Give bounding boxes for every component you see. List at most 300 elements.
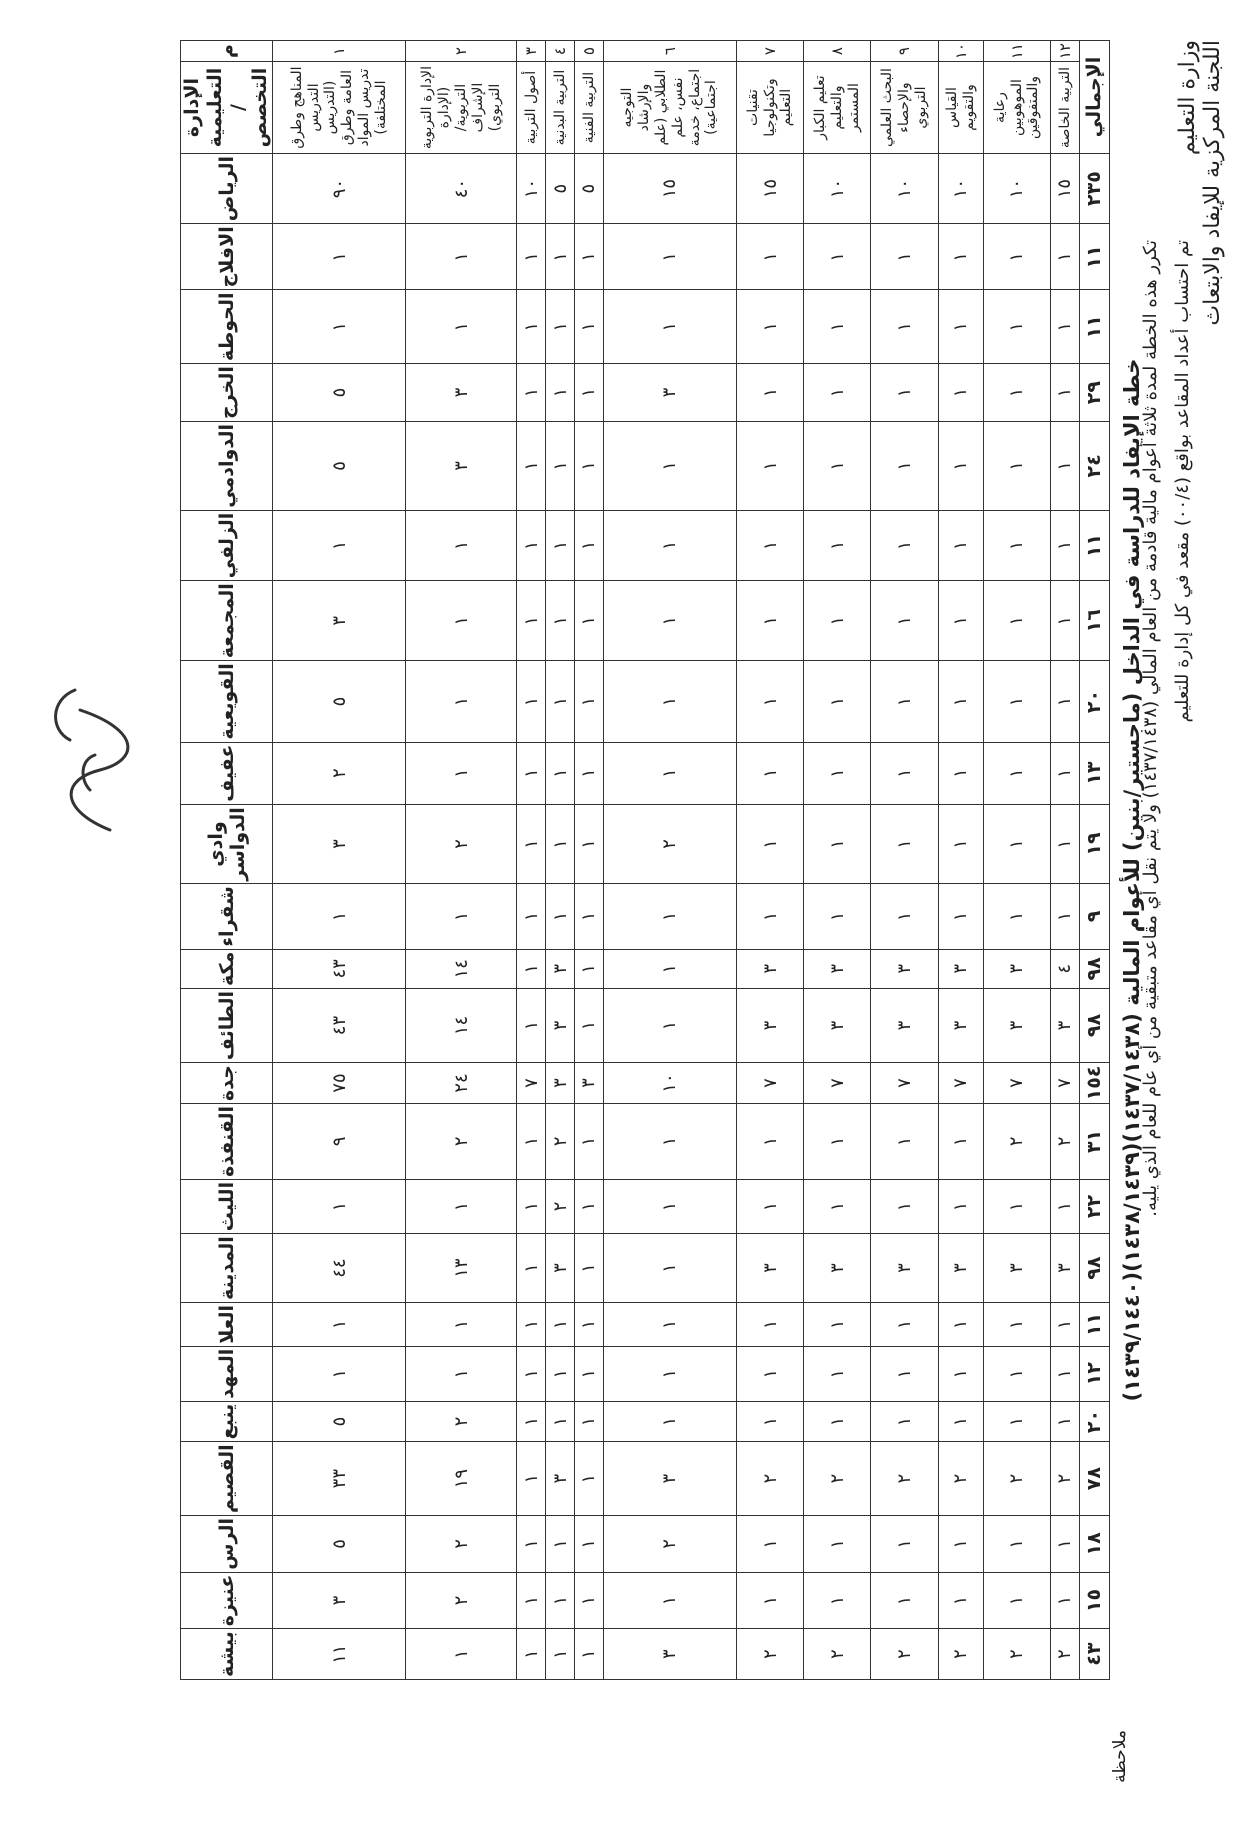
seat-count: ٢ bbox=[983, 1442, 1050, 1516]
seat-count: ٣ bbox=[546, 949, 575, 988]
seat-count: ١ bbox=[575, 1572, 604, 1629]
seat-count: ٣ bbox=[938, 949, 983, 988]
seat-count: ١ bbox=[603, 422, 736, 511]
seat-count: ١ bbox=[575, 661, 604, 742]
seat-count: ١ bbox=[1051, 1516, 1080, 1573]
seat-count: ١ bbox=[871, 804, 938, 884]
seat-count: ١ bbox=[517, 949, 546, 988]
seat-count: ١ bbox=[871, 224, 938, 290]
total-count: ١٥٤ bbox=[1079, 1063, 1109, 1104]
seat-count: ١ bbox=[938, 290, 983, 364]
seat-count: ١ bbox=[1051, 422, 1080, 511]
seat-count: ١ bbox=[575, 1234, 604, 1303]
seat-count: ٧ bbox=[517, 1063, 546, 1104]
row-subject: البحث العلمي والإحصاء التربوي bbox=[871, 62, 938, 154]
seat-count: ١ bbox=[804, 804, 871, 884]
seat-count: ١ bbox=[1051, 581, 1080, 661]
seat-count: ١ bbox=[983, 224, 1050, 290]
seat-count: ١ bbox=[575, 510, 604, 581]
seat-count: ٢ bbox=[546, 1103, 575, 1179]
seat-count: ١ bbox=[938, 1401, 983, 1442]
region-header: القويعية bbox=[181, 661, 273, 742]
note-line-1: تكرر هذه الخطة لمدة ثلاثة أعوام مالية قادمة من العام المالي (١٤٣٧/١٤٣٨) ولا يتم نقل أي مقاعد متبقية من أي عام للعام الذي يليه. bbox=[1140, 240, 1161, 1217]
seat-count: ١ bbox=[938, 224, 983, 290]
seat-count: ١ bbox=[546, 224, 575, 290]
row-index: ١١ bbox=[983, 41, 1050, 62]
total-count: ١٥ bbox=[1079, 1572, 1109, 1629]
seat-count: ٧ bbox=[1051, 1063, 1080, 1104]
total-count: ٤٣ bbox=[1079, 1629, 1109, 1680]
seat-count: ١ bbox=[575, 1516, 604, 1573]
seat-count: ٢ bbox=[406, 804, 517, 884]
region-header: عنيزة bbox=[181, 1572, 273, 1629]
seat-count: ١ bbox=[804, 581, 871, 661]
seat-count: ٣ bbox=[983, 989, 1050, 1063]
region-header: بيشة bbox=[181, 1629, 273, 1680]
seat-count: ١ bbox=[406, 884, 517, 949]
note-line-2: تم احتساب أعداد المقاعد بواقع (٠٠/٤) مقعد في كل إدارة للتعليم bbox=[1172, 240, 1193, 723]
seat-count: ٣ bbox=[871, 949, 938, 988]
seat-count: ١ bbox=[736, 742, 803, 804]
seat-count: ١٥ bbox=[736, 153, 803, 223]
seat-count: ١ bbox=[517, 422, 546, 511]
seat-count: ١ bbox=[1051, 1346, 1080, 1401]
seat-count: ١ bbox=[1051, 290, 1080, 364]
row-subject: التربية الخاصة bbox=[1051, 62, 1080, 154]
seat-count: ١ bbox=[1051, 661, 1080, 742]
seat-count: ١ bbox=[871, 1516, 938, 1573]
total-count: ٢٤ bbox=[1079, 422, 1109, 511]
total-count: ١٣ bbox=[1079, 742, 1109, 804]
seat-count: ٣ bbox=[575, 1063, 604, 1104]
seat-count: ١ bbox=[804, 224, 871, 290]
seat-count: ١ bbox=[871, 1302, 938, 1346]
seat-count: ١ bbox=[575, 422, 604, 511]
seat-count: ١ bbox=[575, 804, 604, 884]
seat-count: ٣ bbox=[871, 1234, 938, 1303]
seat-count: ١ bbox=[603, 290, 736, 364]
seat-count: ٢ bbox=[406, 1401, 517, 1442]
seat-count: ١ bbox=[804, 422, 871, 511]
seat-count: ١ bbox=[983, 1572, 1050, 1629]
seat-count: ١ bbox=[736, 1401, 803, 1442]
seat-count: ١ bbox=[938, 1346, 983, 1401]
table-row bbox=[603, 41, 736, 1680]
seat-count: ١ bbox=[575, 1302, 604, 1346]
seat-count: ٢ bbox=[406, 1516, 517, 1573]
seat-count: ١ bbox=[1051, 1401, 1080, 1442]
seat-count: ١ bbox=[603, 1179, 736, 1233]
seat-count: ١٩ bbox=[406, 1442, 517, 1516]
region-header: الرياض bbox=[181, 153, 273, 223]
seat-count: ١ bbox=[871, 364, 938, 422]
committee-name: اللجنة المركزية للإيفاد والابتعاث bbox=[1200, 40, 1225, 326]
seat-count: ١ bbox=[938, 661, 983, 742]
seat-count: ١ bbox=[983, 884, 1050, 949]
row-index: ٢ bbox=[406, 41, 517, 62]
seat-count: ١ bbox=[603, 224, 736, 290]
region-header: ينبع bbox=[181, 1401, 273, 1442]
note-label: ملاحظة bbox=[1110, 1730, 1130, 1783]
seat-count: ١ bbox=[273, 1346, 406, 1401]
seat-count: ١ bbox=[575, 224, 604, 290]
seat-count: ١ bbox=[871, 1103, 938, 1179]
seat-count: ١ bbox=[546, 804, 575, 884]
seat-count: ١ bbox=[804, 1302, 871, 1346]
seat-count: ١ bbox=[871, 510, 938, 581]
seat-count: ١ bbox=[273, 290, 406, 364]
seat-count: ١ bbox=[517, 1346, 546, 1401]
seat-count: ١ bbox=[603, 1346, 736, 1401]
seat-count: ١ bbox=[575, 1346, 604, 1401]
seat-count: ٣ bbox=[938, 989, 983, 1063]
seat-count: ١ bbox=[406, 742, 517, 804]
seat-count: ٧ bbox=[938, 1063, 983, 1104]
seat-count: ١ bbox=[983, 1302, 1050, 1346]
seat-count: ١ bbox=[603, 1401, 736, 1442]
seat-count: ٢ bbox=[1051, 1442, 1080, 1516]
seat-count: ١ bbox=[517, 1302, 546, 1346]
region-header: الافلاج bbox=[181, 224, 273, 290]
seat-count: ١ bbox=[736, 1516, 803, 1573]
seat-count: ١ bbox=[983, 1516, 1050, 1573]
index-header: م bbox=[181, 41, 273, 62]
total-count: ٩ bbox=[1079, 884, 1109, 949]
seat-count: ١ bbox=[546, 1629, 575, 1680]
region-header: مكة bbox=[181, 949, 273, 988]
seat-count: ٣ bbox=[273, 1572, 406, 1629]
seat-count: ١ bbox=[983, 742, 1050, 804]
seat-count: ٢ bbox=[406, 1572, 517, 1629]
seat-count: ١ bbox=[1051, 224, 1080, 290]
seat-count: ١ bbox=[603, 661, 736, 742]
table-header-row bbox=[181, 41, 273, 1680]
region-header: القنفذة bbox=[181, 1103, 273, 1179]
region-header: الليث bbox=[181, 1179, 273, 1233]
seat-count: ١ bbox=[546, 581, 575, 661]
seat-count: ١ bbox=[983, 422, 1050, 511]
seat-count: ٥ bbox=[273, 1401, 406, 1442]
region-header: الطائف bbox=[181, 989, 273, 1063]
total-count: ٩٨ bbox=[1079, 989, 1109, 1063]
table-row bbox=[517, 41, 546, 1680]
seat-count: ١ bbox=[546, 1516, 575, 1573]
seat-count: ١ bbox=[575, 581, 604, 661]
region-header: المهد bbox=[181, 1346, 273, 1401]
seat-count: ٩٠ bbox=[273, 153, 406, 223]
seat-count: ١ bbox=[983, 1401, 1050, 1442]
seat-count: ١ bbox=[517, 1179, 546, 1233]
region-header: الحوطة bbox=[181, 290, 273, 364]
seat-count: ١ bbox=[804, 510, 871, 581]
row-subject: القياس والتقويم bbox=[938, 62, 983, 154]
seat-count: ١ bbox=[736, 422, 803, 511]
total-count: ١٨ bbox=[1079, 1516, 1109, 1573]
total-count: ١١ bbox=[1079, 510, 1109, 581]
seat-count: ٢ bbox=[603, 804, 736, 884]
seat-count: ١ bbox=[736, 1103, 803, 1179]
seat-count: ١ bbox=[575, 1401, 604, 1442]
seat-count: ١ bbox=[517, 1629, 546, 1680]
seat-count: ١ bbox=[517, 884, 546, 949]
total-row bbox=[1079, 41, 1109, 1680]
seat-count: ١ bbox=[938, 581, 983, 661]
seat-count: ٣ bbox=[1051, 1234, 1080, 1303]
seat-count: ٣ bbox=[546, 1234, 575, 1303]
seat-count: ١ bbox=[1051, 364, 1080, 422]
row-index: ٤ bbox=[546, 41, 575, 62]
seat-count: ١ bbox=[938, 1179, 983, 1233]
seat-count: ٣ bbox=[736, 1234, 803, 1303]
seat-count: ١ bbox=[575, 1629, 604, 1680]
table-row bbox=[1051, 41, 1080, 1680]
row-subject: التوجيه والإرشاد الطلابي (علم نفس، علم اجتماع، خدمة اجتماعية) bbox=[603, 62, 736, 154]
row-subject: الإدارة التربوية (الإدارة التربوية/الإشراف التربوي) bbox=[406, 62, 517, 154]
seat-count: ١ bbox=[603, 1302, 736, 1346]
seat-count: ١ bbox=[603, 1572, 736, 1629]
seat-count: ٣ bbox=[406, 364, 517, 422]
seat-count: ١ bbox=[938, 884, 983, 949]
handwritten-signature bbox=[30, 670, 150, 850]
plan-table bbox=[180, 40, 1110, 1680]
seat-count: ١ bbox=[736, 1179, 803, 1233]
seat-count: ١ bbox=[546, 884, 575, 949]
seat-count: ١ bbox=[1051, 1302, 1080, 1346]
seat-count: ١ bbox=[871, 290, 938, 364]
row-index: ١ bbox=[273, 41, 406, 62]
seat-count: ١ bbox=[406, 224, 517, 290]
seat-count: ١ bbox=[273, 510, 406, 581]
seat-count: ٩ bbox=[273, 1103, 406, 1179]
seat-count: ٢ bbox=[938, 1629, 983, 1680]
seat-count: ١ bbox=[983, 290, 1050, 364]
seat-count: ١ bbox=[736, 661, 803, 742]
seat-count: ١ bbox=[603, 989, 736, 1063]
region-header: الدوادمي bbox=[181, 422, 273, 511]
seat-count: ١ bbox=[1051, 742, 1080, 804]
seat-count: ٢ bbox=[406, 1103, 517, 1179]
seat-count: ١ bbox=[517, 1103, 546, 1179]
total-count: ٢٢ bbox=[1079, 1179, 1109, 1233]
seat-count: ٢ bbox=[736, 1629, 803, 1680]
ministry-name: وزارة التعليم bbox=[1175, 40, 1200, 156]
seat-count: ١٠ bbox=[871, 153, 938, 223]
seat-count: ١ bbox=[517, 1234, 546, 1303]
seat-count: ١ bbox=[575, 1442, 604, 1516]
seat-count: ١ bbox=[804, 742, 871, 804]
total-count: ١٢ bbox=[1079, 1346, 1109, 1401]
seat-count: ١ bbox=[575, 742, 604, 804]
seat-count: ١ bbox=[804, 884, 871, 949]
table-row bbox=[736, 41, 803, 1680]
seat-count: ١ bbox=[804, 364, 871, 422]
seat-count: ١ bbox=[1051, 884, 1080, 949]
row-index: ١٠ bbox=[938, 41, 983, 62]
row-index: ٨ bbox=[804, 41, 871, 62]
seat-count: ١ bbox=[983, 1346, 1050, 1401]
seat-count: ٢ bbox=[871, 1442, 938, 1516]
seat-count: ١ bbox=[517, 364, 546, 422]
seat-count: ١ bbox=[575, 949, 604, 988]
seat-count: ١ bbox=[517, 661, 546, 742]
seat-count: ٣ bbox=[603, 1629, 736, 1680]
seat-count: ١ bbox=[406, 290, 517, 364]
seat-count: ١ bbox=[871, 1346, 938, 1401]
seat-count: ٢ bbox=[983, 1629, 1050, 1680]
seat-count: ١ bbox=[871, 1179, 938, 1233]
total-count: ٢٣٥ bbox=[1079, 153, 1109, 223]
seat-count: ٢ bbox=[804, 1442, 871, 1516]
seat-count: ١ bbox=[804, 1179, 871, 1233]
seat-count: ١ bbox=[871, 1401, 938, 1442]
region-header: وادي الدواسر bbox=[181, 804, 273, 884]
seat-count: ١ bbox=[983, 661, 1050, 742]
seat-count: ١ bbox=[938, 1516, 983, 1573]
seat-count: ٣ bbox=[406, 422, 517, 511]
seat-count: ٤٤ bbox=[273, 1234, 406, 1303]
seat-count: ١٤ bbox=[406, 949, 517, 988]
seat-count: ٧ bbox=[804, 1063, 871, 1104]
row-index: ٥ bbox=[575, 41, 604, 62]
table-row bbox=[546, 41, 575, 1680]
seat-count: ١ bbox=[804, 1516, 871, 1573]
seat-count: ١ bbox=[938, 1302, 983, 1346]
seat-count: ١ bbox=[546, 510, 575, 581]
seat-count: ١ bbox=[938, 510, 983, 581]
seat-count: ١ bbox=[546, 1572, 575, 1629]
total-count: ٧٨ bbox=[1079, 1442, 1109, 1516]
seat-count: ١ bbox=[736, 1572, 803, 1629]
seat-count: ٤٣ bbox=[273, 989, 406, 1063]
region-header: شقراء bbox=[181, 884, 273, 949]
seat-count: ١ bbox=[983, 581, 1050, 661]
seat-count: ٢ bbox=[1051, 1629, 1080, 1680]
seat-count: ١ bbox=[871, 581, 938, 661]
table-row bbox=[871, 41, 938, 1680]
seat-count: ٣ bbox=[546, 1063, 575, 1104]
seat-count: ١ bbox=[406, 1346, 517, 1401]
region-header: الزلفي bbox=[181, 510, 273, 581]
seat-count: ٥ bbox=[273, 422, 406, 511]
table-row bbox=[575, 41, 604, 1680]
seat-count: ١ bbox=[406, 1179, 517, 1233]
seat-count: ١ bbox=[406, 510, 517, 581]
seat-count: ١ bbox=[603, 581, 736, 661]
seat-count: ١ bbox=[406, 1629, 517, 1680]
seat-count: ١ bbox=[517, 290, 546, 364]
seat-count: ١ bbox=[1051, 804, 1080, 884]
seat-count: ٢ bbox=[938, 1442, 983, 1516]
region-header: المجمعة bbox=[181, 581, 273, 661]
seat-count: ١ bbox=[1051, 1179, 1080, 1233]
total-count: ١١ bbox=[1079, 224, 1109, 290]
seat-count: ١ bbox=[273, 884, 406, 949]
seat-count: ٢ bbox=[871, 1629, 938, 1680]
subject-header: الإدارة التعليمية / التخصص bbox=[181, 62, 273, 154]
seat-count: ١ bbox=[575, 290, 604, 364]
seat-count: ٥ bbox=[575, 153, 604, 223]
total-count: ٩٨ bbox=[1079, 1234, 1109, 1303]
total-count: ٢٠ bbox=[1079, 661, 1109, 742]
seat-count: ١ bbox=[938, 364, 983, 422]
seat-count: ١ bbox=[736, 1302, 803, 1346]
total-count: ٩٨ bbox=[1079, 949, 1109, 988]
seat-count: ٧٥ bbox=[273, 1063, 406, 1104]
seat-count: ٣ bbox=[804, 1234, 871, 1303]
seat-count: ١٠ bbox=[938, 153, 983, 223]
table-row bbox=[804, 41, 871, 1680]
seat-count: ٣ bbox=[273, 804, 406, 884]
seat-count: ١ bbox=[938, 422, 983, 511]
table-row bbox=[406, 41, 517, 1680]
seat-count: ١ bbox=[871, 1572, 938, 1629]
row-index: ٣ bbox=[517, 41, 546, 62]
seat-count: ١ bbox=[804, 1103, 871, 1179]
seat-count: ٤٠ bbox=[406, 153, 517, 223]
seat-count: ١ bbox=[517, 1442, 546, 1516]
seat-count: ١ bbox=[736, 224, 803, 290]
seat-count: ١ bbox=[546, 1302, 575, 1346]
table-row bbox=[938, 41, 983, 1680]
seat-count: ١ bbox=[406, 1302, 517, 1346]
seat-count: ٥ bbox=[273, 1516, 406, 1573]
seat-count: ١ bbox=[517, 1401, 546, 1442]
row-subject: تعليم الكبار والتعليم المستمر bbox=[804, 62, 871, 154]
seat-count: ١ bbox=[804, 1572, 871, 1629]
seat-count: ٢ bbox=[983, 1103, 1050, 1179]
seat-count: ١ bbox=[546, 364, 575, 422]
seat-count: ١ bbox=[603, 1103, 736, 1179]
seat-count: ١٥ bbox=[1051, 153, 1080, 223]
seat-count: ١ bbox=[575, 1103, 604, 1179]
total-count: ١٩ bbox=[1079, 804, 1109, 884]
seat-count: ١٠ bbox=[517, 153, 546, 223]
seat-count: ١ bbox=[736, 364, 803, 422]
seat-count: ٢ bbox=[736, 1442, 803, 1516]
seat-count: ١ bbox=[736, 290, 803, 364]
table-row bbox=[273, 41, 406, 1680]
seat-count: ١٠ bbox=[603, 1063, 736, 1104]
row-subject: التربية الفنية bbox=[575, 62, 604, 154]
seat-count: ١ bbox=[871, 422, 938, 511]
seat-count: ١٣ bbox=[406, 1234, 517, 1303]
region-header: عفيف bbox=[181, 742, 273, 804]
seat-count: ٧ bbox=[871, 1063, 938, 1104]
seat-count: ١٠ bbox=[983, 153, 1050, 223]
seat-count: ٣ bbox=[603, 1442, 736, 1516]
row-index: ١٢ bbox=[1051, 41, 1080, 62]
seat-count: ١ bbox=[546, 1401, 575, 1442]
total-count: ١١ bbox=[1079, 1302, 1109, 1346]
seat-count: ٥ bbox=[546, 153, 575, 223]
seat-count: ٢ bbox=[546, 1179, 575, 1233]
seat-count: ١ bbox=[575, 989, 604, 1063]
seat-count: ٣ bbox=[1051, 989, 1080, 1063]
seat-count: ١ bbox=[273, 224, 406, 290]
table-row bbox=[983, 41, 1050, 1680]
seat-count: ١ bbox=[517, 1572, 546, 1629]
seat-count: ٣ bbox=[273, 581, 406, 661]
row-subject: التربية البدنية bbox=[546, 62, 575, 154]
seat-count: ١ bbox=[804, 1401, 871, 1442]
region-header: جدة bbox=[181, 1063, 273, 1104]
total-count: ١٦ bbox=[1079, 581, 1109, 661]
row-subject: المناهج وطرق التدريس (التدريس العامة وطرق تدريس المواد المختلفة) bbox=[273, 62, 406, 154]
row-index: ٦ bbox=[603, 41, 736, 62]
total-count: ١١ bbox=[1079, 290, 1109, 364]
region-header: الرس bbox=[181, 1516, 273, 1573]
seat-count: ٥ bbox=[273, 364, 406, 422]
